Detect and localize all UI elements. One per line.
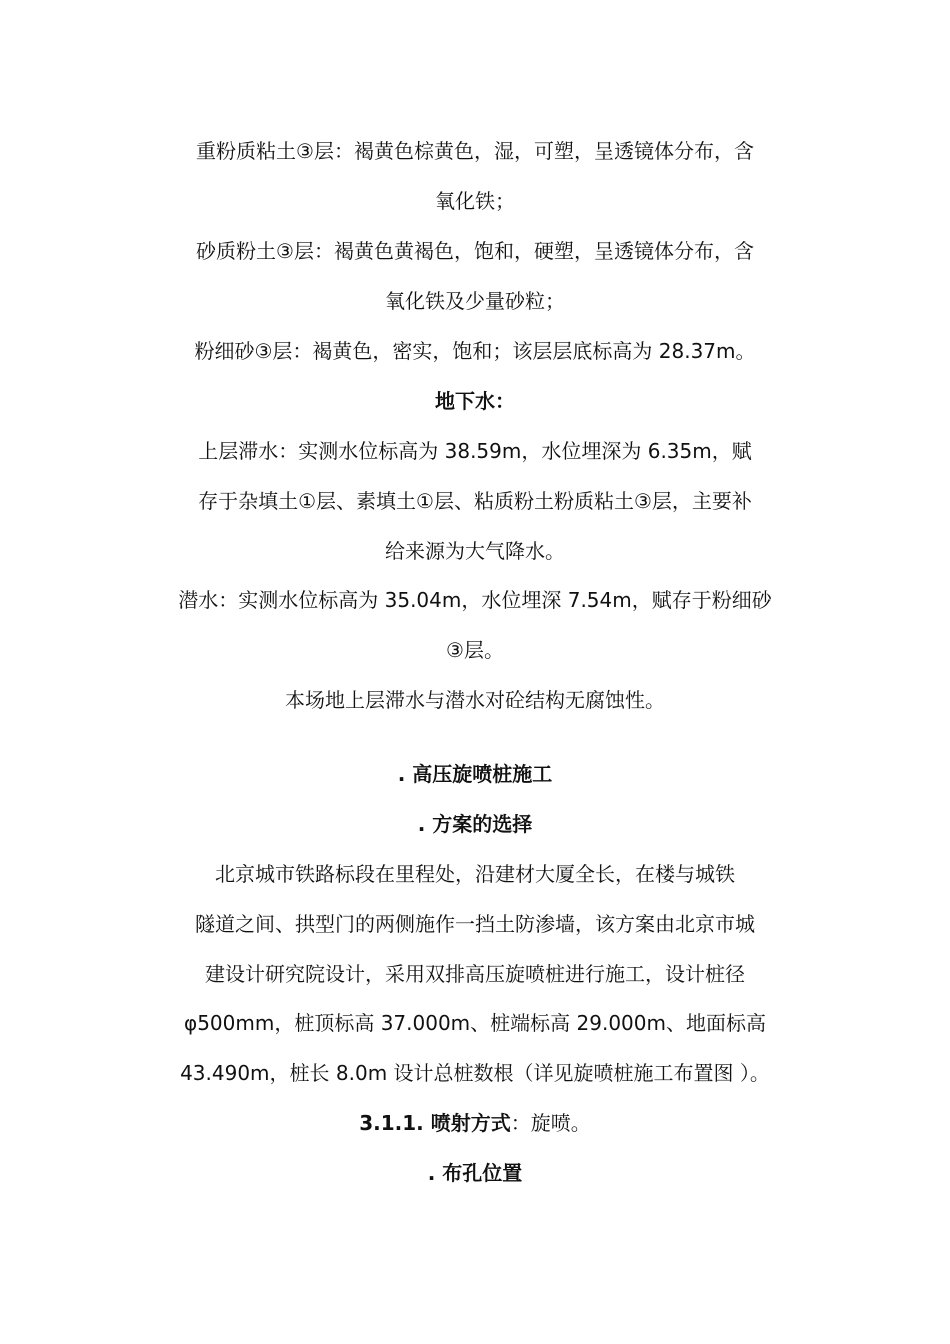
paragraph-scheme-line-3: 建设计研究院设计，采用双排高压旋喷桩进行施工，设计桩径 — [205, 962, 745, 986]
paragraph-corrosion-note: 本场地上层滞水与潜水对砼结构无腐蚀性。 — [285, 688, 665, 712]
paragraph-perched-water-line-1: 上层滞水：实测水位标高为 38.59m，水位埋深为 6.35m，赋 — [198, 439, 752, 463]
paragraph-sandy-silt-line-2: 氧化铁及少量砂粒； — [385, 289, 565, 313]
jet-method-value: ：旋喷。 — [510, 1111, 591, 1135]
paragraph-silty-clay-line-2: 氧化铁； — [435, 189, 515, 213]
paragraph-phreatic-water-line-2: ③层。 — [446, 638, 504, 662]
paragraph-perched-water-line-3: 给来源为大气降水。 — [385, 539, 565, 563]
heading-groundwater: 地下水： — [435, 389, 515, 413]
paragraph-scheme-line-5: 43.490m，桩长 8.0m 设计总桩数根（详见旋喷桩施工布置图 ）。 — [180, 1061, 770, 1085]
paragraph-perched-water-line-2: 存于杂填土①层、素填土①层、粘质粉土粉质粘土③层，主要补 — [198, 489, 752, 513]
heading-jet-grout-pile: . 高压旋喷桩施工 — [397, 762, 553, 786]
heading-hole-layout: . 布孔位置 — [427, 1161, 523, 1185]
paragraph-scheme-line-2: 隧道之间、拱型门的两侧施作一挡土防渗墙，该方案由北京市城 — [195, 912, 755, 936]
paragraph-scheme-line-4: φ500mm，桩顶标高 37.000m、桩端标高 29.000m、地面标高 — [184, 1011, 766, 1035]
paragraph-jet-method — [170, 1109, 780, 1137]
jet-method-label: 3.1.1. 喷射方式 — [359, 1111, 511, 1135]
paragraph-sandy-silt-line-1: 砂质粉土③层：褐黄色黄褐色，饱和，硬塑，呈透镜体分布，含 — [196, 239, 754, 263]
heading-scheme-selection: . 方案的选择 — [417, 812, 533, 836]
paragraph-fine-sand: 粉细砂③层：褐黄色，密实，饱和；该层层底标高为 28.37m。 — [194, 339, 756, 363]
paragraph-scheme-line-1: 北京城市铁路标段在里程处，沿建材大厦全长，在楼与城铁 — [215, 862, 735, 886]
paragraph-phreatic-water-line-1: 潜水：实测水位标高为 35.04m，水位埋深 7.54m，赋存于粉细砂 — [178, 588, 772, 612]
paragraph-silty-clay-line-1: 重粉质粘土③层：褐黄色棕黄色，湿，可塑，呈透镜体分布，含 — [196, 139, 754, 163]
